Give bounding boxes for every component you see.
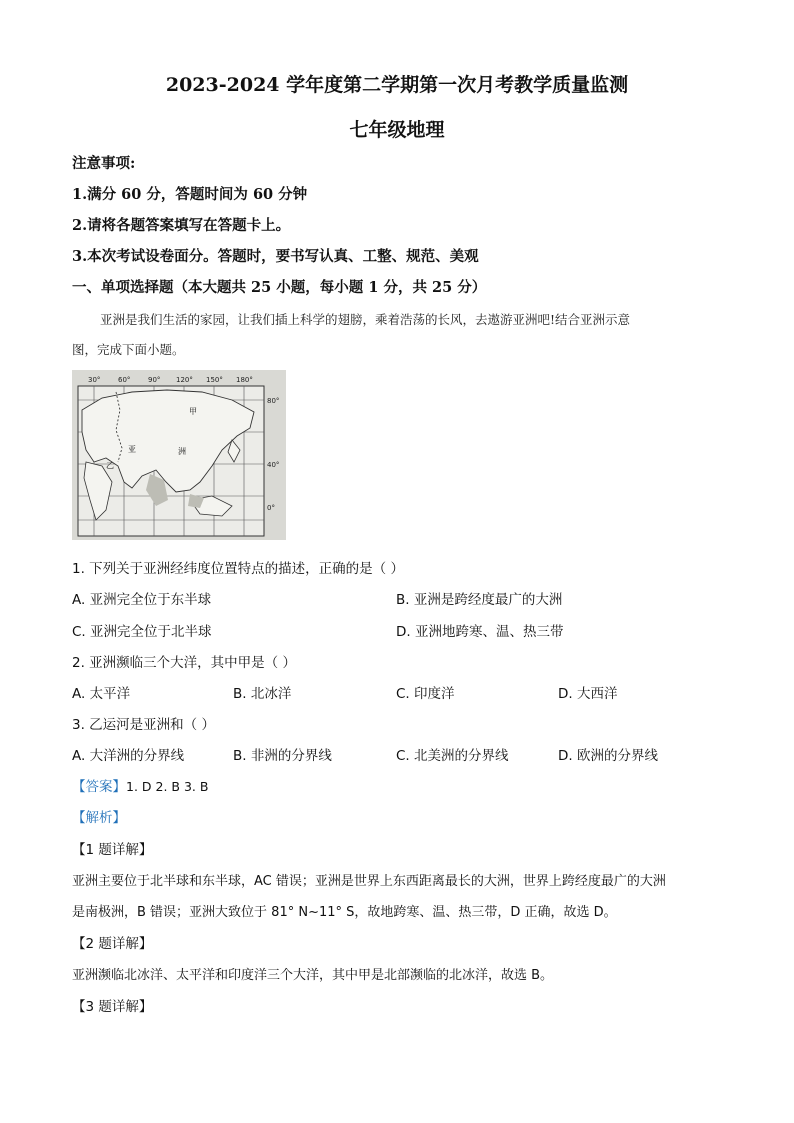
notes-heading: 注意事项:	[72, 155, 136, 172]
section-intro-line1: 亚洲是我们生活的家园，让我们插上科学的翅膀，乘着浩荡的长风，去遨游亚洲吧!结合亚洲示意	[100, 312, 631, 327]
question-2-option-b: B. 北冰洋	[233, 686, 292, 702]
map-label-zhou: 洲	[178, 447, 186, 456]
question-1-option-c: C. 亚洲完全位于北半球	[72, 624, 212, 640]
question-1-option-b: B. 亚洲是跨经度最广的大洲	[396, 592, 563, 608]
map-top-label-60: 60°	[118, 376, 131, 384]
detail-3-tag: 【3 题详解】	[72, 999, 153, 1015]
answer-tag: 【答案】	[72, 779, 126, 795]
question-2-option-d: D. 大西洋	[558, 686, 618, 702]
section-heading: 一、单项选择题（本大题共 25 小题，每小题 1 分，共 25 分）	[72, 279, 487, 296]
map-top-label-120: 120°	[176, 376, 193, 384]
question-3-option-c: C. 北美洲的分界线	[396, 748, 509, 764]
map-top-label-150: 150°	[206, 376, 223, 384]
asia-map-figure	[72, 370, 286, 540]
map-right-label-40: 40°	[267, 461, 280, 469]
page-title: 2023-2024 学年度第二学期第一次月考教学质量监测	[165, 74, 629, 96]
map-right-label-80: 80°	[267, 397, 280, 405]
page-subtitle: 七年级地理	[349, 119, 445, 141]
answer-values: 1. D 2. B 3. B	[126, 779, 209, 794]
map-right-label-0: 0°	[267, 504, 275, 512]
question-3-option-a: A. 大洋洲的分界线	[72, 748, 185, 764]
question-1-option-d: D. 亚洲地跨寒、温、热三带	[396, 624, 564, 640]
detail-1-line-1: 亚洲主要位于北半球和东半球，AC 错误；亚洲是世界上东西距离最长的大洲，世界上跨经度最广的大洲	[72, 874, 666, 889]
note-item-3: 3.本次考试设卷面分。答题时，要书写认真、工整、规范、美观	[72, 248, 479, 265]
question-3-option-b: B. 非洲的分界线	[233, 748, 332, 764]
detail-2-line-1: 亚洲濒临北冰洋、太平洋和印度洋三个大洋，其中甲是北部濒临的北冰洋，故选 B。	[72, 968, 554, 983]
note-item-2: 2.请将各题答案填写在答题卡上。	[72, 217, 291, 234]
question-2-option-c: C. 印度洋	[396, 686, 455, 702]
map-label-jia: 甲	[189, 407, 197, 416]
map-label-yi: 乙	[106, 461, 114, 470]
detail-1-line-2: 是南极洲，B 错误；亚洲大致位于 81° N~11° S，故地跨寒、温、热三带，D 正确，故选 D。	[72, 905, 617, 920]
map-top-label-30: 30°	[88, 376, 101, 384]
note-item-1: 1.满分 60 分，答题时间为 60 分钟	[72, 186, 308, 203]
analysis-tag: 【解析】	[72, 810, 126, 826]
detail-2-tag: 【2 题详解】	[72, 936, 153, 952]
map-top-label-180: 180°	[236, 376, 253, 384]
answer-row	[72, 775, 208, 795]
question-2-option-a: A. 太平洋	[72, 686, 131, 702]
question-1-option-a: A. 亚洲完全位于东半球	[72, 592, 212, 608]
question-3-stem: 3. 乙运河是亚洲和（ ）	[72, 717, 215, 733]
question-3-option-d: D. 欧洲的分界线	[558, 748, 658, 764]
map-top-label-90: 90°	[148, 376, 161, 384]
map-label-ya: 亚	[128, 445, 136, 454]
question-1-stem: 1. 下列关于亚洲经纬度位置特点的描述，正确的是（ ）	[72, 561, 404, 577]
section-intro-line2: 图，完成下面小题。	[72, 342, 185, 357]
detail-1-tag: 【1 题详解】	[72, 842, 153, 858]
question-2-stem: 2. 亚洲濒临三个大洋，其中甲是（ ）	[72, 655, 296, 671]
